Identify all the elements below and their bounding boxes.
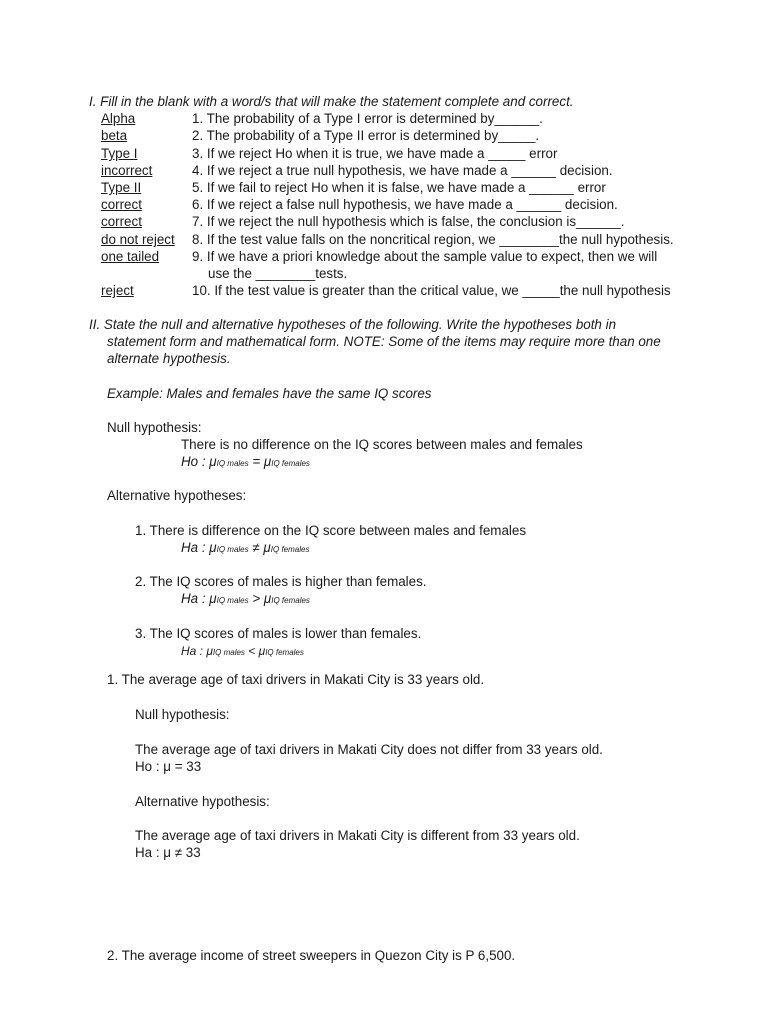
part1-heading: I. Fill in the blank with a word/s that will make the statement complete and correct. xyxy=(89,94,574,109)
answer-5: Type II xyxy=(101,180,142,195)
answer-9: one tailed xyxy=(101,249,160,264)
alt-hypothesis-1-math: Ha : μIQ males ≠ μIQ females xyxy=(181,540,310,555)
answer-8: do not reject xyxy=(101,232,175,247)
statement-4: 4. If we reject a true null hypothesis, we have made a ______ decision. xyxy=(192,163,613,178)
statement-5: 5. If we fail to reject Ho when it is false, we have made a ______ error xyxy=(192,180,606,195)
alternative-hypotheses-label: Alternative hypotheses: xyxy=(107,488,247,503)
answer-10: reject xyxy=(101,283,134,298)
answer-7: correct xyxy=(101,214,142,229)
statement-6: 6. If we reject a false null hypothesis, we have made a ______ decision. xyxy=(192,197,618,212)
null-hypothesis-math: Ho : μIQ males = μIQ females xyxy=(181,454,310,469)
question-1-null-math: Ho : μ = 33 xyxy=(135,759,202,774)
example-statement: Example: Males and females have the same IQ scores xyxy=(107,386,432,401)
question-2-title: 2. The average income of street sweepers in Quezon City is P 6,500. xyxy=(107,948,516,963)
question-1-null-statement: The average age of taxi drivers in Makati City does not differ from 33 years old. xyxy=(135,742,603,757)
part2-heading-line1: II. State the null and alternative hypotheses of the following. Write the hypotheses both in xyxy=(89,317,617,332)
statement-1: 1. The probability of a Type I error is determined by______. xyxy=(192,111,543,126)
answer-4: incorrect xyxy=(101,163,153,178)
statement-3: 3. If we reject Ho when it is true, we have made a _____ error xyxy=(192,146,558,161)
alt-hypothesis-2-math: Ha : μIQ males > μIQ females xyxy=(181,591,310,606)
part2-heading-line2: statement form and mathematical form. NOTE: Some of the items may require more than one xyxy=(107,334,661,349)
answer-1: Alpha xyxy=(101,111,136,126)
part2-heading-line3: alternate hypothesis. xyxy=(107,351,231,366)
statement-7: 7. If we reject the null hypothesis which is false, the conclusion is______. xyxy=(192,214,625,229)
alt-hypothesis-3-math: Ha : μIQ males < μIQ females xyxy=(181,644,304,658)
alt-hypothesis-2: 2. The IQ scores of males is higher than females. xyxy=(135,574,427,589)
question-1-alt-statement: The average age of taxi drivers in Makati City is different from 33 years old. xyxy=(135,828,580,843)
statement-9: 9. If we have a priori knowledge about the sample value to expect, then we will xyxy=(192,249,658,264)
answer-6: correct xyxy=(101,197,142,212)
question-1-null-label: Null hypothesis: xyxy=(135,707,230,722)
null-hypothesis-statement: There is no difference on the IQ scores between males and females xyxy=(181,437,583,452)
alt-hypothesis-3: 3. The IQ scores of males is lower than females. xyxy=(135,626,422,641)
statement-10: 10. If the test value is greater than the critical value, we _____the null hypothesis xyxy=(192,283,671,298)
answer-3: Type I xyxy=(101,146,138,161)
statement-8: 8. If the test value falls on the noncritical region, we ________the null hypothesis. xyxy=(192,232,674,247)
statement-9-cont: use the ________tests. xyxy=(208,266,348,281)
question-1-alt-math: Ha : μ ≠ 33 xyxy=(135,845,201,860)
question-1-alt-label: Alternative hypothesis: xyxy=(135,794,270,809)
null-hypothesis-label: Null hypothesis: xyxy=(107,420,202,435)
question-1-title: 1. The average age of taxi drivers in Makati City is 33 years old. xyxy=(107,672,485,687)
statement-2: 2. The probability of a Type II error is determined by_____. xyxy=(192,128,540,143)
answer-2: beta xyxy=(101,128,128,143)
alt-hypothesis-1: 1. There is difference on the IQ score between males and females xyxy=(135,523,527,538)
